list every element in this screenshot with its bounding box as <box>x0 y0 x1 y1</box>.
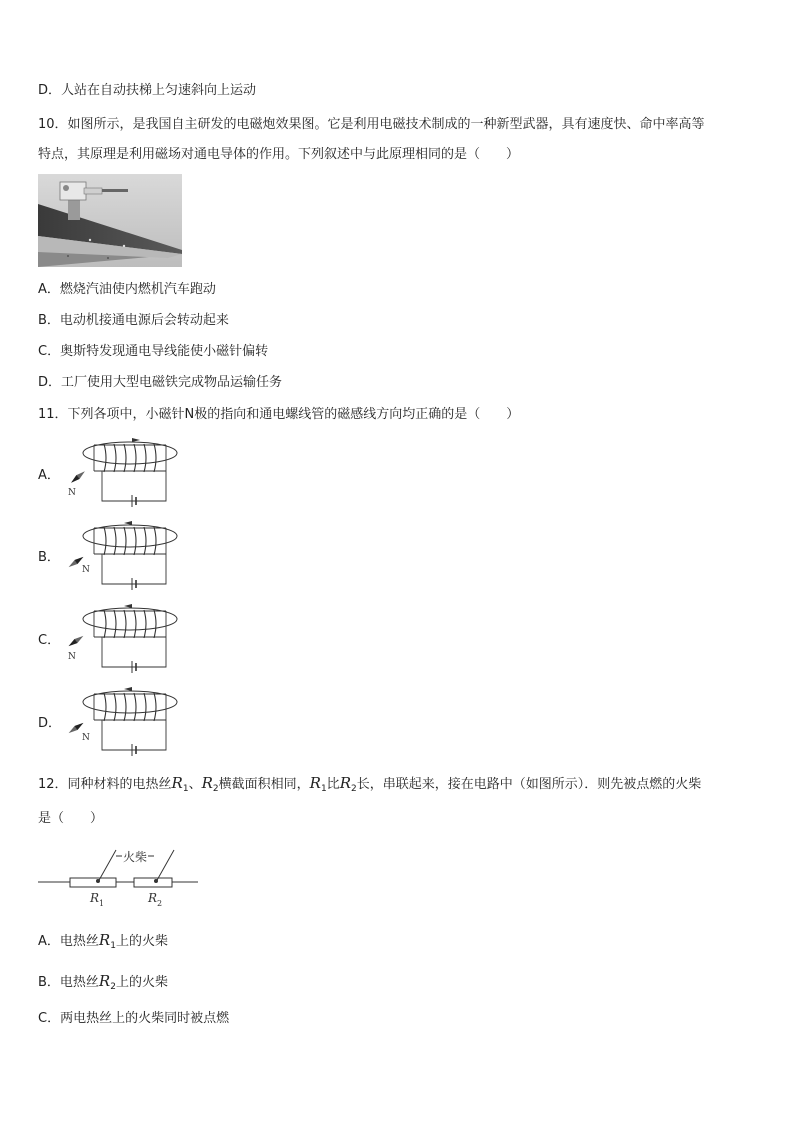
q10-stem-line1: 10．如图所示，是我国自主研发的电磁炮效果图。它是利用电磁技术制成的一种新型武器，具有速度快、命中率高等 <box>38 117 705 132</box>
q11-option-a-label: A． <box>38 468 60 483</box>
r1-subscript: 1 <box>99 899 105 908</box>
q10-option-c: C．奥斯特发现通电导线能使小磁针偏转 <box>38 344 269 359</box>
q11-option-d-label: D． <box>38 716 62 731</box>
r1-label: R <box>90 891 100 905</box>
q11-needle-label-a: N <box>68 488 76 498</box>
q11-needle-label-c: N <box>68 652 76 662</box>
q12-option-a: A．电热丝$R_1$上的火柴 <box>38 931 168 951</box>
railgun-photo <box>38 174 182 267</box>
q10-option-b: B．电动机接通电源后会转动起来 <box>38 313 229 328</box>
q11-option-b-label: B． <box>38 550 60 565</box>
q10-option-d: D．工厂使用大型电磁铁完成物品运输任务 <box>38 375 283 390</box>
q12-stem-line1: 12．同种材料的电热丝$R_1$、$R_2$横截面积相同，$R_1$比$R_2$长，串联起来，接在电路中（如图所示）．则先被点燃的火柴 <box>38 774 702 794</box>
q10-option-a: A．燃烧汽油使内燃机汽车跑动 <box>38 282 216 297</box>
q11-figure-d <box>66 686 186 760</box>
q11-figure-c <box>66 603 186 677</box>
q12-option-c: C．两电热丝上的火柴同时被点燃 <box>38 1011 230 1026</box>
r2-subscript: 2 <box>157 899 163 908</box>
q12-stem-line2: 是（ ） <box>38 811 104 826</box>
q12-option-b: B．电热丝$R_2$上的火柴 <box>38 972 168 992</box>
q11-figure-b <box>66 520 186 594</box>
q11-needle-label-b: N <box>82 565 90 575</box>
q12-circuit-figure <box>38 844 200 910</box>
prev-option-d: D．人站在自动扶梯上匀速斜向上运动 <box>38 83 257 98</box>
q10-stem-line2: 特点，其原理是利用磁场对通电导体的作用。下列叙述中与此原理相同的是（ ） <box>38 147 520 162</box>
q11-option-c-label: C． <box>38 633 61 648</box>
q11-stem: 11．下列各项中，小磁针N极的指向和通电螺线管的磁感线方向均正确的是（ ） <box>38 407 520 422</box>
q11-needle-label-d: N <box>82 733 90 743</box>
match-label: 火柴 <box>123 850 148 864</box>
q11-figure-a <box>66 437 186 511</box>
r2-label: R <box>148 891 158 905</box>
